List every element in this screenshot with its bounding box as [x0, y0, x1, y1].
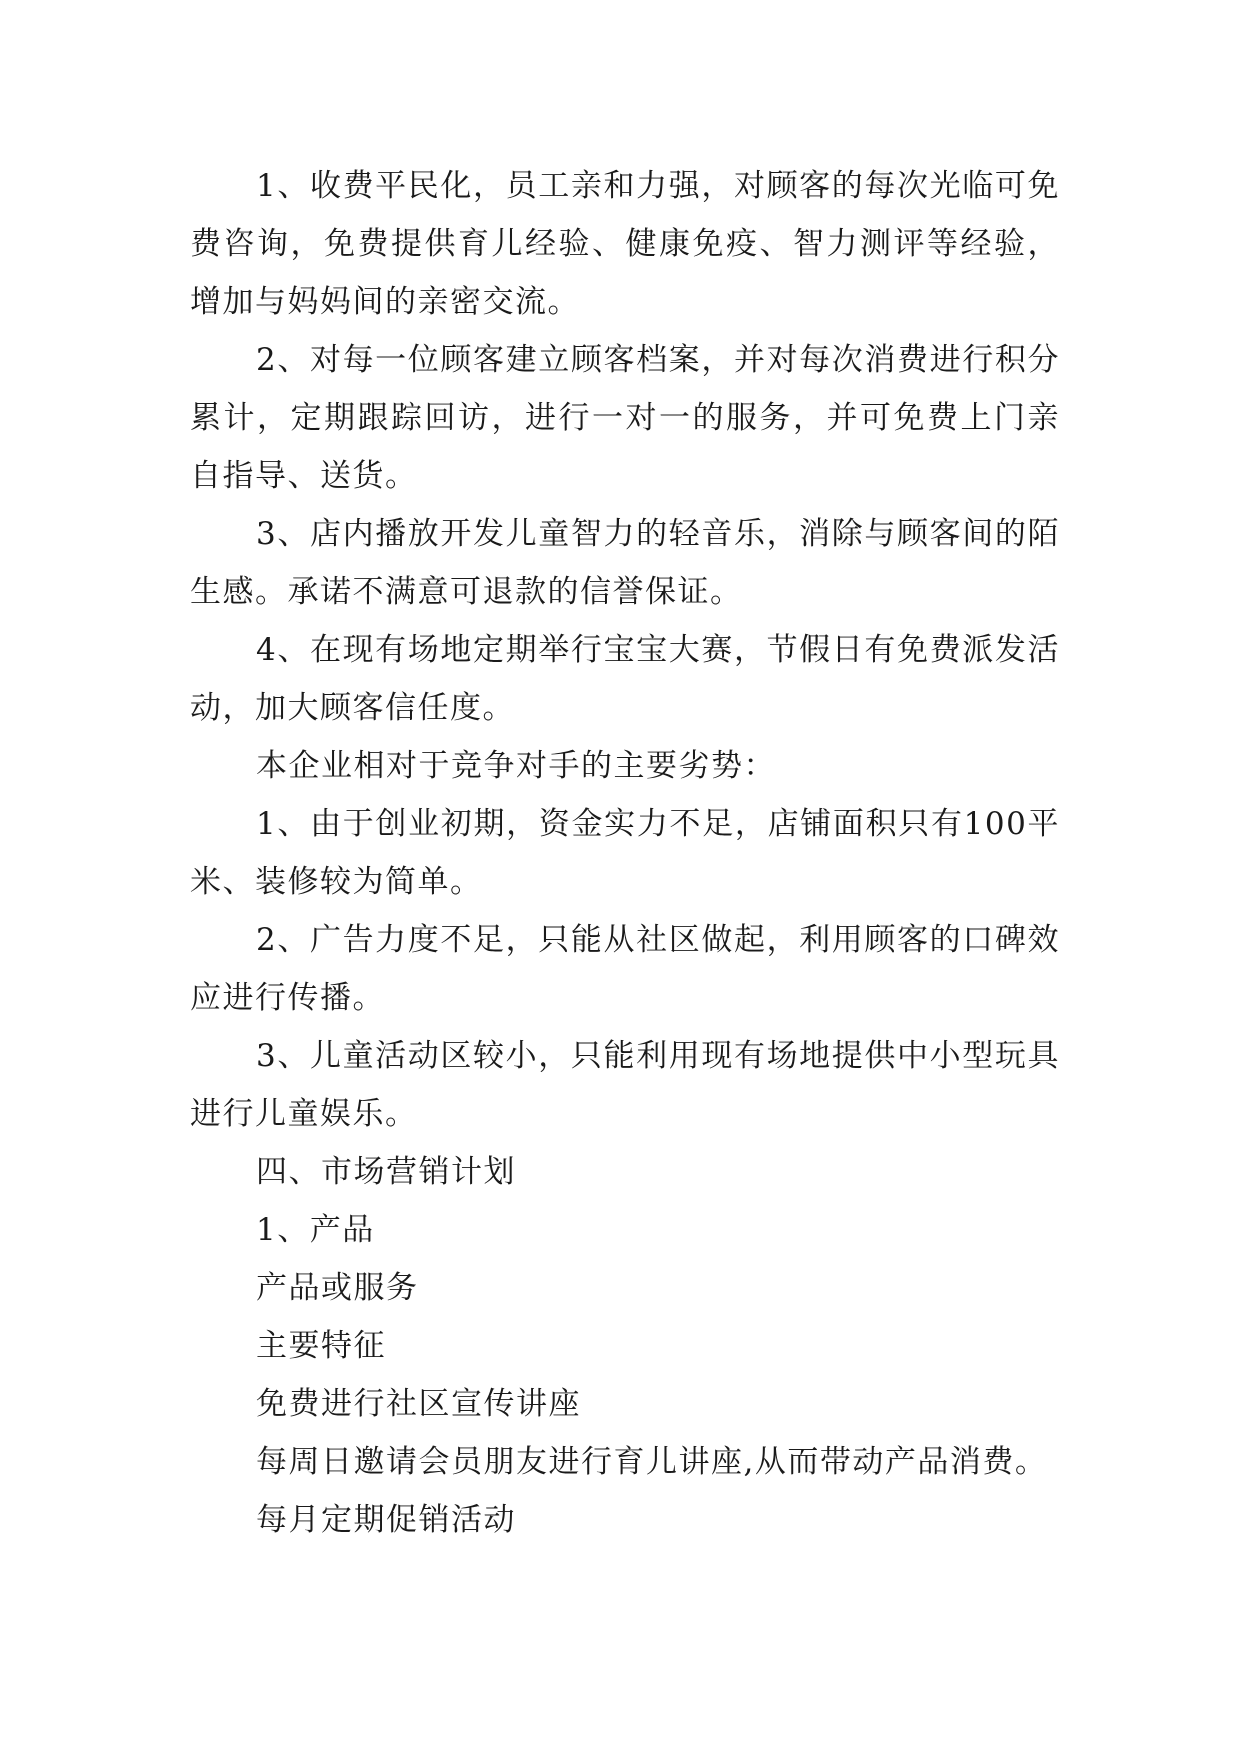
subheading-product: 1、产品 — [256, 1212, 375, 1248]
paragraph-disadvantage-1: 1、由于创业初期，资金实力不足，店铺面积只有100平米、装修较为简单。 — [190, 806, 1060, 900]
document-body — [190, 157, 1060, 1549]
line-free-community-lecture: 免费进行社区宣传讲座 — [256, 1386, 581, 1422]
paragraph-advantage-4: 4、在现有场地定期举行宝宝大赛，节假日有免费派发活动，加大顾客信任度。 — [190, 632, 1060, 726]
paragraph-advantage-2: 2、对每一位顾客建立顾客档案，并对每次消费进行积分累计，定期跟踪回访，进行一对一的服务，并可免费上门亲自指导、送货。 — [190, 342, 1060, 494]
line-monthly-promotion: 每月定期促销活动 — [256, 1502, 516, 1538]
line-product-or-service: 产品或服务 — [256, 1270, 419, 1306]
paragraph-disadvantage-2: 2、广告力度不足，只能从社区做起，利用顾客的口碑效应进行传播。 — [190, 922, 1060, 1016]
paragraph-advantage-3: 3、店内播放开发儿童智力的轻音乐，消除与顾客间的陌生感。承诺不满意可退款的信誉保证。 — [190, 516, 1060, 610]
line-weekly-parenting-lecture: 每周日邀请会员朋友进行育儿讲座,从而带动产品消费。 — [256, 1444, 1048, 1480]
section-heading-marketing-plan: 四、市场营销计划 — [256, 1154, 516, 1190]
paragraph-disadvantage-3: 3、儿童活动区较小，只能利用现有场地提供中小型玩具进行儿童娱乐。 — [190, 1038, 1060, 1132]
paragraph-advantage-1: 1、收费平民化，员工亲和力强，对顾客的每次光临可免费咨询，免费提供育儿经验、健康免疫、智力测评等经验，增加与妈妈间的亲密交流。 — [190, 168, 1060, 320]
heading-disadvantages: 本企业相对于竞争对手的主要劣势： — [256, 748, 776, 784]
line-main-features: 主要特征 — [256, 1328, 386, 1364]
